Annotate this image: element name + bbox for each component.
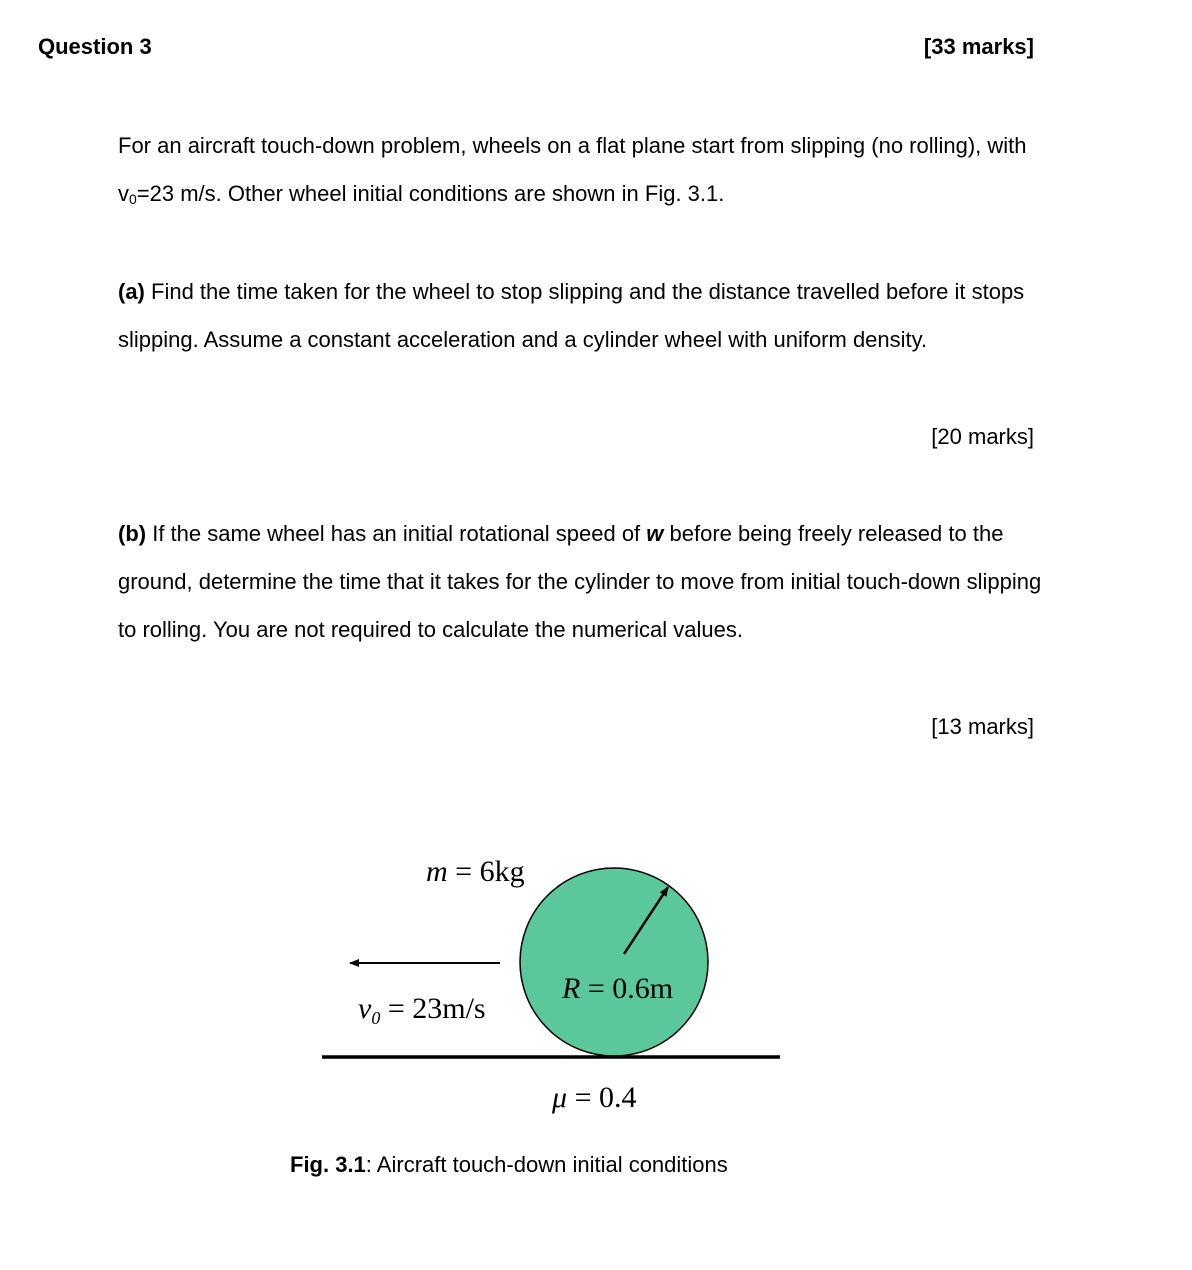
intro-text-part2: =23 m/s. Other wheel initial conditions are shown in Fig. 3.1. bbox=[136, 181, 725, 206]
part-b-label: (b) bbox=[118, 521, 147, 546]
mass-value: = 6kg bbox=[447, 855, 525, 888]
figure-caption-text: : Aircraft touch-down initial conditions bbox=[365, 1152, 728, 1177]
part-b-text-before: If the same wheel has an initial rotational speed of bbox=[146, 521, 647, 546]
friction-value: = 0.4 bbox=[567, 1081, 637, 1114]
intro-paragraph bbox=[118, 122, 1048, 223]
part-b-paragraph bbox=[118, 510, 1048, 654]
part-a-paragraph bbox=[118, 268, 1048, 364]
wheel-circle bbox=[520, 868, 708, 1056]
part-b-marks: [13 marks] bbox=[931, 714, 1034, 739]
part-b-text-after: before being freely released to the ground, determine the time that it takes for the cylinder to move from initial touch-down slipping to rolling. You are not required to calculate the numerical values. bbox=[118, 521, 1042, 642]
part-a-text: Find the time taken for the wheel to stop slipping and the distance travelled before it stops slipping. Assume a constant acceleration and a cylinder wheel with uniform density. bbox=[118, 279, 1025, 352]
part-a-marks: [20 marks] bbox=[931, 424, 1034, 449]
mass-variable: m bbox=[426, 855, 448, 888]
intro-text-part1: For an aircraft touch-down problem, wheels on a flat plane start from slipping (no rolling), with v bbox=[118, 133, 1027, 206]
velocity-variable: v bbox=[358, 992, 372, 1025]
velocity-value: = 23m/s bbox=[380, 992, 486, 1025]
figure-caption bbox=[290, 1152, 728, 1178]
question-total-marks: [33 marks] bbox=[923, 34, 1034, 59]
figure-caption-label: Fig. 3.1 bbox=[290, 1152, 366, 1177]
radius-variable: R bbox=[562, 972, 581, 1005]
velocity-subscript: 0 bbox=[371, 1008, 381, 1028]
mass-label bbox=[426, 855, 525, 888]
wheel-diagram bbox=[0, 820, 1192, 1140]
friction-variable: μ bbox=[552, 1081, 568, 1114]
question-title: Question 3 bbox=[38, 34, 152, 59]
radius-label bbox=[561, 972, 673, 1005]
radius-value: = 0.6m bbox=[580, 972, 674, 1005]
intro-v-subscript: 0 bbox=[129, 191, 137, 207]
part-a-label: (a) bbox=[118, 279, 145, 304]
friction-label bbox=[551, 1081, 636, 1114]
velocity-label bbox=[358, 992, 486, 1028]
omega-symbol: w bbox=[646, 521, 664, 546]
